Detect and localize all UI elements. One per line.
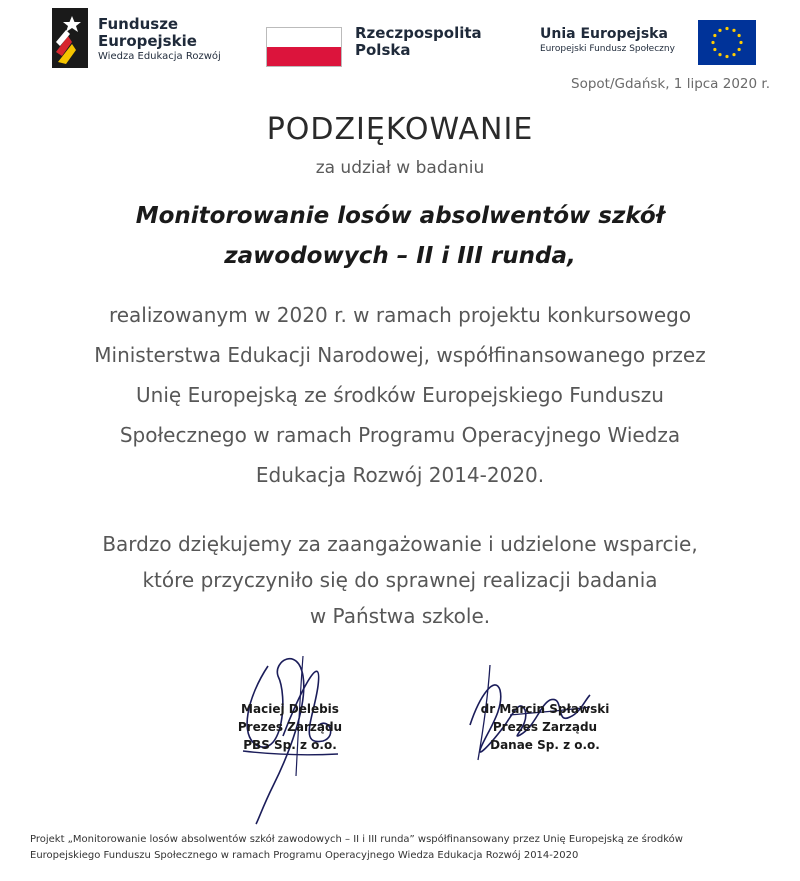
eu-logo-line1: Unia Europejska — [540, 26, 668, 42]
signer-company: Danae Sp. z o.o. — [490, 738, 600, 752]
document-date: Sopot/Gdańsk, 1 lipca 2020 r. — [571, 76, 770, 92]
eu-star-icon — [732, 53, 735, 56]
poland-logo-line1: Rzeczpospolita — [355, 24, 482, 42]
description-line: Ministerstwa Edukacji Narodowej, współfinansowanego przez — [94, 343, 706, 367]
footer-line2: Europejskiego Funduszu Społecznego w ramach Programu Operacyjnego Wiedza Edukacja Rozwój 2014-2020 — [30, 850, 579, 861]
thanks-line: które przyczyniło się do sprawnej realizacji badania — [142, 568, 658, 592]
funds-logo-line1: Fundusze — [98, 15, 179, 33]
document-title: PODZIĘKOWANIE — [266, 112, 534, 147]
thanks-paragraph — [0, 526, 800, 634]
eu-logo-line2: Europejski Fundusz Społeczny — [540, 44, 675, 54]
signer-1 — [215, 700, 365, 754]
signer-name: Maciej Delebis — [241, 702, 339, 716]
eu-star-icon — [718, 53, 721, 56]
description-line: Społecznego w ramach Programu Operacyjnego Wiedza — [119, 423, 681, 447]
eu-star-icon — [713, 34, 716, 37]
signer-name: dr Marcin Spławski — [480, 702, 610, 716]
signer-2 — [460, 700, 630, 754]
eu-flag-icon — [698, 20, 756, 65]
eu-star-icon — [738, 48, 741, 51]
signer-company: PBS Sp. z o.o. — [243, 738, 337, 752]
eu-logo-text — [540, 25, 675, 55]
thanks-line: Bardzo dziękujemy za zaangażowanie i udzielone wsparcie, — [102, 532, 698, 556]
eu-star-icon — [725, 55, 728, 58]
eu-star-icon — [732, 29, 735, 32]
study-name-line1: Monitorowanie losów absolwentów szkół — [135, 203, 665, 229]
funds-logo-line3: Wiedza Edukacja Rozwój — [98, 51, 221, 62]
funds-logo-line2: Europejskie — [98, 32, 197, 50]
poland-logo-text — [355, 25, 482, 59]
description-line: Edukacja Rozwój 2014-2020. — [255, 463, 545, 487]
fundusze-europejskie-star-icon — [52, 8, 88, 68]
eu-star-icon — [725, 27, 728, 30]
project-footer — [30, 832, 770, 864]
description-paragraph — [0, 295, 800, 495]
poland-logo-line2: Polska — [355, 41, 411, 59]
eu-star-icon — [718, 29, 721, 32]
signer-role: Prezes Zarządu — [237, 720, 343, 734]
poland-flag-icon — [266, 27, 342, 67]
eu-star-icon — [711, 41, 714, 44]
document-subtitle: za udział w badaniu — [315, 158, 485, 178]
thanks-line: w Państwa szkole. — [309, 604, 491, 628]
description-line: Unię Europejską ze środków Europejskiego Funduszu — [136, 383, 664, 407]
eu-star-icon — [739, 41, 742, 44]
eu-star-icon — [738, 34, 741, 37]
signer-role: Prezes Zarządu — [492, 720, 598, 734]
eu-star-icon — [713, 48, 716, 51]
study-name — [0, 196, 800, 276]
footer-line1: Projekt „Monitorowanie losów absolwentów szkół zawodowych – II i III runda” współfinansowany przez Unię Europejską ze środków — [30, 834, 683, 845]
description-line: realizowanym w 2020 r. w ramach projektu konkursowego — [108, 303, 692, 327]
fundusze-europejskie-logo-text — [98, 16, 221, 64]
study-name-line2: zawodowych – II i III runda, — [224, 243, 576, 269]
